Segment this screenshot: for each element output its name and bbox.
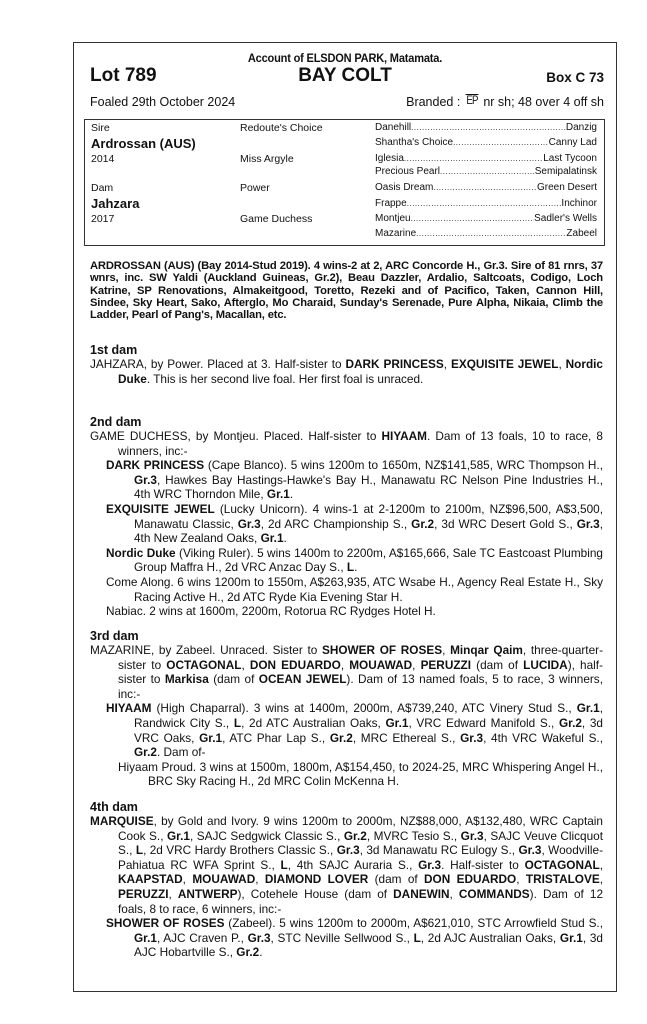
horse-name-bold: Gr.1 [559,930,583,945]
horse-name-bold: KAAPSTAD [118,872,183,887]
horse-name-bold: Gr.3 [518,843,542,858]
pedigree-table [84,119,605,246]
section-body [90,357,603,386]
horse-name-bold: Markisa [164,672,209,687]
horse-name-bold: LUCIDA [523,657,568,672]
leader-dots [407,198,562,210]
text-run: , [516,872,526,887]
text-run: , 2d AJC Australian Oaks, [420,930,560,945]
horse-name-bold: TRISTALOVE [525,872,600,887]
horse-name-bold: Gr.2 [329,730,353,745]
text-run: , [442,643,451,657]
dam-paragraph [90,357,603,386]
horse-name-bold: EXQUISITE JEWEL [106,501,215,516]
horse-name-bold: Gr.1 [576,701,600,716]
text-run: (Cape Blanco). 5 wins 1200m to 1650m, NZ$141,585, WRC Thompson H., [204,458,603,473]
horse-name-bold: Gr.1 [199,730,223,745]
sire-summary: ARDROSSAN (AUS) (Bay 2014-Stud 2019). 4 wins-2 at 2, ARC Concorde H., Gr.3. Sire of 81 rnrs, 37 wnrs, inc. SW Yaldi (Auckland Guineas, Gr.2), Beau Dazzler, Ardalio, Saltcoats, Codigo, Loch Katrine, SP Renovations, Almakeitgood, Toretto, Rezeki and of Pacifico, Taken, Cannon Hill, Sindee, Sky Heart, Sako, Afterglo, Mo Charaid, Sunday's Serenade, Pure Alpha, Nikaia, Climb the Ladder, Pearl of Pang's, Macallan, etc. [90,260,603,322]
text-run: , [255,872,265,887]
section-heading: 4th dam [90,800,138,814]
horse-name-bold: DON EDUARDO [249,657,341,672]
text-run: , [340,657,350,672]
ancestor-sire: Semipalatinsk [534,166,597,177]
text-run: , [443,357,451,371]
sire-year: 2014 [91,153,115,165]
horse-name-bold: MOUAWAD [192,872,256,887]
horse-name-bold: Nordic Duke [118,357,603,386]
horse-name-bold: HIYAAM [381,429,427,443]
horse-name-bold: Gr.3 [134,472,157,487]
brand-mark-icon: EP [466,93,478,107]
leader-dots [453,137,549,149]
progeny-entry [90,546,603,575]
text-run: , [241,657,250,672]
text-run: , MRC Ethereal S., [352,730,461,745]
ancestor-sire: Inchinor [561,198,597,209]
horse-name-bold: Gr.3 [460,828,484,843]
horse-name-bold: MARQUISE [90,814,154,828]
horse-name-bold: Gr.2 [236,945,260,960]
progeny-entry [90,760,603,789]
horse-name-bold: ANTWERP [177,886,238,901]
horse-name-bold: Minqar Qaim [450,643,523,657]
text-run: , MVRC Tesio S., [366,828,461,843]
text-run: . Half-sister to [441,857,525,872]
text-run: . Dam of- [156,745,206,760]
dam-section-4 [90,800,603,960]
horse-name-bold: OCEAN JEWEL [258,672,347,687]
horse-name-bold: PERUZZI [420,657,472,672]
leader-dots [411,213,535,225]
horse-name-bold: L [280,857,288,872]
horse-name-bold: DARK PRINCESS [106,458,205,473]
section-body [90,643,603,789]
text-run: (dam of [208,672,259,687]
horse-name-bold: Gr.2 [558,715,582,730]
brand-label: Branded : [406,95,461,109]
text-run: JAHZARA, by Power. Placed at 3. Half-sister to [90,357,346,371]
text-run: , 4th VRC Wakeful S., [483,730,603,745]
text-run: (dam of [368,872,425,887]
ancestor-row [375,153,597,165]
horse-name-bold: L [233,715,242,730]
horse-name-bold: Gr.1 [385,715,409,730]
dam-section-1 [90,343,603,386]
lot-number: Lot 789 [90,65,157,86]
text-run: , [182,872,193,887]
horse-name-bold: DON EDUARDO [424,872,517,887]
section-heading: 3rd dam [90,629,139,643]
text-run: MAZARINE, by Zabeel. Unraced. Sister to [90,643,322,657]
text-run: (Lucky Unicorn). 4 wins-1 at 2-1200m to 2100m, NZ$96,500, A$3,500, Manawatu Classic, [134,501,603,531]
horse-name-bold: SHOWER OF ROSES [321,643,443,657]
horse-name-bold: L [346,560,355,575]
horse-name-bold: EXQUISITE JEWEL [450,357,559,371]
dam-paragraph [90,814,603,916]
dam-dam: Game Duchess [240,213,313,225]
horse-name-bold: Gr.3 [576,516,600,531]
ancestor-row [375,228,597,240]
text-run: , SAJC Sedgwick Classic S., [189,828,344,843]
horse-name-bold: OCTAGONAL [524,857,600,872]
text-run: , ATC Phar Lap S., [222,730,330,745]
leader-dots [411,122,566,134]
horse-name-bold: Gr.1 [260,531,284,546]
dam-paragraph [90,429,603,458]
text-run: GAME DUCHESS, by Montjeu. Placed. Half-sister to [90,429,382,443]
dam-paragraph [90,643,603,701]
ancestor-name: Danehill [375,122,412,133]
text-run: , 3d WRC Desert Gold S., [434,516,577,531]
horse-name-bold: OCTAGONAL [166,657,242,672]
ancestor-sire: Canny Lad [548,137,597,148]
brand-detail: nr sh; 48 over 4 off sh [483,95,604,109]
horse-name-bold: Gr.3 [418,857,442,872]
text-run: , 4th SAJC Auraria S., [287,857,419,872]
text-run: , VRC Edward Manifold S., [408,715,559,730]
sire-name: Ardrossan (AUS) [91,136,196,151]
dam-sire: Power [240,182,270,194]
ancestor-sire: Danzig [565,122,597,133]
text-run: , 3d AJC Hobartville S., [134,930,603,960]
text-run: , 2d VRC Hardy Brothers Classic S., [143,843,337,858]
progeny-entry [90,701,603,759]
section-body [90,429,603,619]
sire-dam: Miss Argyle [240,153,294,165]
ancestor-row [375,122,597,134]
ancestor-name: Shantha's Choice [375,137,454,148]
text-run: , AJC Craven P., [156,930,248,945]
horse-name-bold: Gr.2 [411,516,435,531]
horse-name-bold: Gr.2 [134,745,157,760]
text-run: , 2d ATC Australian Oaks, [241,715,386,730]
ancestor-row [375,213,597,225]
horse-name-bold: MOUAWAD [349,657,413,672]
text-run: (Viking Ruler). 5 wins 1400m to 2200m, A$165,666, Sale TC Eastcoast Plumbing Group Maffra H., 2d VRC Anzac Day S., [134,545,603,575]
ancestor-sire: Zabeel [566,228,597,239]
leader-dots [404,153,543,165]
text-run: , by Gold and Ivory. 9 wins 1200m to 2000m, NZ$88,000, A$132,480, WRC Captain Cook S., [118,814,603,843]
text-run: . [289,487,294,502]
horse-name-bold: COMMANDS [458,886,530,901]
horse-name-bold: L [135,843,144,858]
text-run: Hiyaam Proud. 3 wins at 1500m, 1800m, A$154,450, to 2024-25, MRC Whispering Angel H., BRC Sky Racing H., 2d MRC Colin McKenna H. [118,759,603,789]
horse-name-bold: DANEWIN [393,886,450,901]
horse-name-bold: Nordic Duke [106,545,176,560]
text-run: , [168,886,178,901]
horse-name-bold: Gr.1 [266,487,290,502]
section-heading: 1st dam [90,343,138,357]
horse-name-bold: Gr.3 [460,730,484,745]
horse-name-bold: SHOWER OF ROSES [106,916,225,931]
horse-name-bold: Gr.3 [336,843,360,858]
lot-description: BAY COLT [298,65,392,86]
ancestor-row [375,198,597,210]
ancestor-name: Precious Pearl [375,166,441,177]
text-run: ). Dam of 13 named foals, 5 to race, 3 winners, inc:- [118,672,603,701]
ancestor-row [375,166,597,178]
text-run: , [449,886,459,901]
text-run: , 3d VRC Oaks, [134,715,603,745]
ancestor-name: Iglesia [375,153,404,164]
dam-section-3 [90,629,603,789]
progeny-entry [90,916,603,960]
text-run: (High Chaparral). 3 wins at 1400m, 2000m, A$739,240, ATC Vinery Stud S., [151,701,577,716]
horse-name-bold: Gr.3 [237,516,261,531]
horse-name-bold: Gr.2 [343,828,367,843]
ancestor-sire: Green Desert [536,182,597,193]
horse-name-bold: DARK PRINCESS [345,357,444,371]
leader-dots [440,166,535,178]
text-run: Nabiac. 2 wins at 1600m, 2200m, Rotorua RC Rydges Hotel H. [106,604,436,619]
brand-info [406,94,604,109]
dam-section-2 [90,415,603,619]
ancestor-name: Mazarine [375,228,417,239]
dam-label: Dam [91,182,114,194]
text-run: ). Dam of 12 foals, 8 to race, 6 winners, inc:- [118,886,604,916]
catalogue-page [73,42,617,992]
horse-name-bold: PERUZZI [118,886,169,901]
text-run: , [599,872,603,887]
text-run: . Dam of 13 foals, 10 to race, 8 winners, inc:- [118,429,603,458]
text-run: . [283,531,287,546]
section-body [90,814,603,960]
box-number: Box C 73 [546,70,604,85]
horse-name-bold: Gr.1 [166,828,190,843]
ancestor-sire: Last Tycoon [543,153,597,164]
text-run: , 2d ARC Championship S., [260,516,412,531]
progeny-entry [90,604,603,619]
text-run: . This is her second live foal. Her first foal is unraced. [146,371,424,386]
text-run: , Woodville-Pahiatua RC WFA Sprint S., [118,843,604,872]
progeny-entry [90,458,603,502]
text-run: (Zabeel). 5 wins 1200m to 2000m, A$621,010, STC Arrowfield Stud S., [224,916,603,931]
section-heading: 2nd dam [90,415,142,429]
ancestor-name: Oasis Dream [375,182,434,193]
text-run: . [354,560,358,575]
vendor-account: Account of ELSDON PARK, Matamata. [247,51,443,65]
text-run: Come Along. 6 wins 1200m to 1550m, A$263,935, ATC Wsabe H., Agency Real Estate H., Sky Racing Active H., 2d ATC Ryde Kia Evening Star H. [106,574,603,604]
text-run: , 3d Manawatu RC Eulogy S., [359,843,519,858]
text-run: , Hawkes Bay Hastings-Hawke's Bay H., Manawatu RC Nelson Pine Industries H., 4th WRC Thorndon Mile, [134,472,603,502]
text-run: , three-quarter-sister to [118,643,603,672]
text-run: (dam of [471,657,524,672]
text-run: ), half-sister to [118,657,603,687]
horse-name-bold: Gr.1 [134,930,157,945]
leader-dots [416,228,566,240]
horse-name-bold: HIYAAM [106,701,152,716]
foaling-date: Foaled 29th October 2024 [90,95,236,109]
progeny-entry [90,502,603,546]
text-run: , 4th New Zealand Oaks, [134,516,603,546]
text-run: . [259,945,263,960]
text-run: , [412,657,421,672]
horse-name-bold: Gr.3 [247,930,271,945]
progeny-entry [90,575,603,604]
text-run: , STC Neville Sellwood S., [270,930,414,945]
leader-dots [433,182,537,194]
sire-sire: Redoute's Choice [240,122,323,134]
text-run: , [599,857,603,872]
ancestor-name: Frappe [375,198,407,209]
sire-label: Sire [91,122,110,134]
horse-name-bold: L [413,930,421,945]
horse-name-bold: DIAMOND LOVER [264,872,369,887]
dam-name: Jahzara [91,196,140,211]
text-run: , [558,357,566,371]
ancestor-sire: Sadler's Wells [534,213,597,224]
dam-year: 2017 [91,213,115,225]
text-run: , SAJC Veuve Clicquot S., [118,828,604,858]
text-run: , Randwick City S., [134,701,603,730]
ancestor-row [375,137,597,149]
ancestor-name: Montjeu [375,213,411,224]
text-run: ), Cotehele House (dam of [237,886,394,901]
ancestor-row [375,182,597,194]
